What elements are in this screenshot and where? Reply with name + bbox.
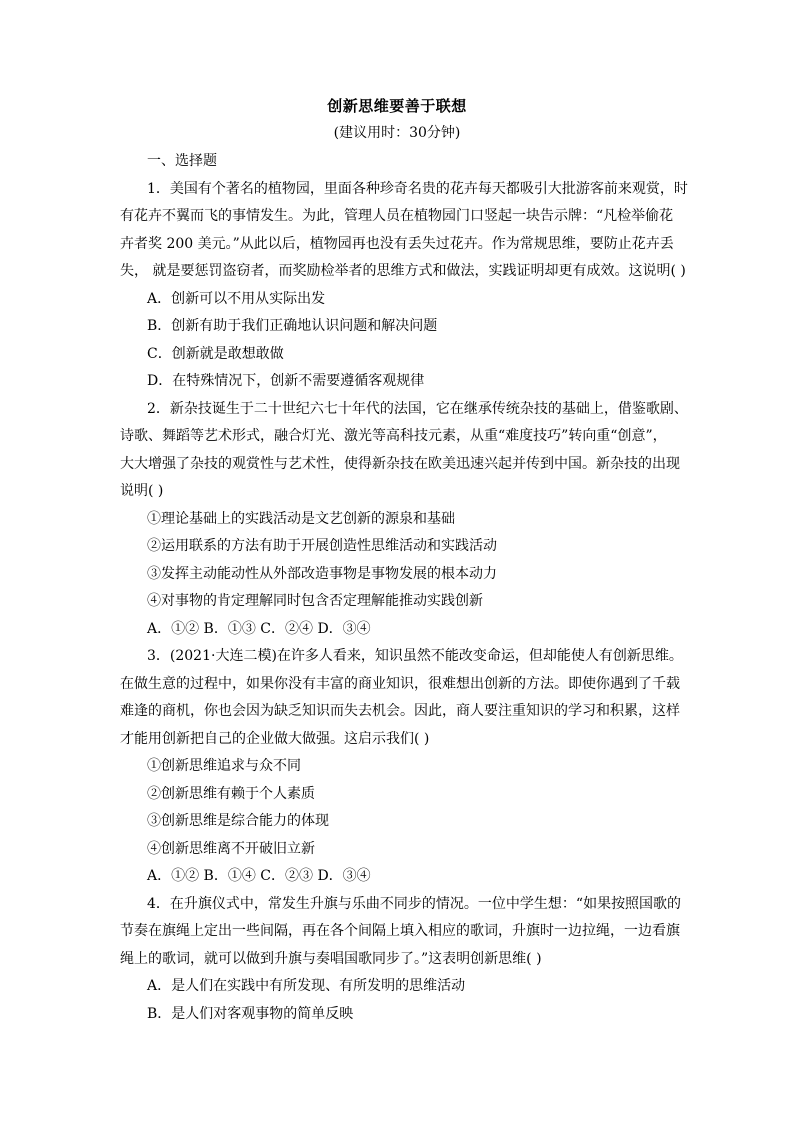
page-title: 创新思维要善于联想: [327, 97, 467, 115]
question-text-line: 诗歌、舞蹈等艺术形式，融合灯光、激光等高科技元素，从重“难度技巧”转向重“创意”，: [120, 428, 667, 444]
statement-1: ①创新思维追求与众不同: [147, 758, 301, 774]
question-text-line: 大大增强了杂技的观赏性与艺术性，使得新杂技在欧美迅速兴起并传到中国。新杂技的出现: [120, 455, 680, 472]
question-text-line: 1．美国有个著名的植物园，里面各种珍奇名贵的花卉每天都吸引大批游客前来观赏，时: [147, 180, 688, 197]
statement-4: ④对事物的肯定理解同时包含否定理解能推动实践创新: [147, 593, 483, 609]
question-text-line: 失， 就是要惩罚盗窃者，而奖励检举者的思维方式和做法，实践证明却更有成效。这说明( ): [120, 263, 686, 279]
question-3: [120, 643, 685, 891]
statement-1: ①理论基础上的实践活动是文艺创新的源泉和基础: [147, 510, 455, 527]
question-text-line: 才能用创新把自己的企业做大做强。这启示我们( ): [120, 730, 430, 747]
option-d: D．在特殊情况下，创新不需要遵循客观规律: [147, 373, 425, 389]
option-b: B．是人们对客观事物的简单反映: [147, 1005, 354, 1022]
answer-choices: A．①② B．①③ C．②④ D．③④: [147, 620, 371, 637]
answer-choices: A．①② B．①④ C．②③ D．③④: [147, 868, 371, 884]
document-body: [120, 148, 688, 1028]
question-2: [120, 396, 688, 644]
question-text-line: 节奏在旗绳上定出一些间隔，再在各个间隔上填入相应的歌词，升旗时一边拉绳，一边看旗: [120, 923, 680, 939]
statement-2: ②创新思维有赖于个人素质: [147, 785, 315, 802]
statement-2: ②运用联系的方法有助于开展创造性思维活动和实践活动: [147, 538, 497, 554]
section-heading: 一、选择题: [147, 153, 217, 169]
question-4: [120, 891, 685, 1029]
statement-3: ③发挥主动能动性从外部改造事物是事物发展的根本动力: [147, 565, 497, 582]
question-text-line: 3．(2021·大连二模)在许多人看来，知识虽然不能改变命运，但却能使人有创新思维。: [147, 648, 683, 664]
question-text-line: 说明( ): [120, 483, 164, 499]
question-text-line: 难逢的商机，你也会因为缺乏知识而失去机会。因此，商人要注重知识的学习和积累，这样: [120, 703, 680, 719]
option-a: A．创新可以不用从实际出发: [147, 290, 326, 307]
statement-3: ③创新思维是综合能力的体现: [147, 813, 329, 829]
option-a: A．是人们在实践中有所发现、有所发明的思维活动: [147, 978, 466, 994]
question-text-line: 在做生意的过程中，如果你没有丰富的商业知识，很难想出创新的方法。即使你遇到了千载: [120, 675, 680, 692]
question-text-line: 卉者奖 200 美元。”从此以后，植物园再也没有丢失过花卉。作为常规思维，要防止花卉丢: [120, 235, 674, 252]
question-text-line: 4．在升旗仪式中，常发生升旗与乐曲不同步的情况。一位中学生想：“如果按照国歌的: [147, 895, 682, 912]
statement-4: ④创新思维离不开破旧立新: [147, 840, 315, 857]
question-text-line: 有花卉不翼而飞的事情发生。为此，管理人员在植物园门口竖起一块告示牌：“凡检举偷花: [120, 208, 674, 224]
question-1: [120, 176, 688, 396]
suggested-time: (建议用时：30分钟): [333, 125, 461, 141]
question-text-line: 2．新杂技诞生于二十世纪六七十年代的法国，它在继承传统杂技的基础上，借鉴歌剧、: [147, 400, 688, 417]
option-b: B．创新有助于我们正确地认识问题和解决问题: [147, 318, 438, 334]
option-c: C．创新就是敢想敢做: [147, 345, 284, 362]
question-text-line: 绳上的歌词，就可以做到升旗与奏唱国歌同步了。”这表明创新思维( ): [120, 950, 542, 967]
